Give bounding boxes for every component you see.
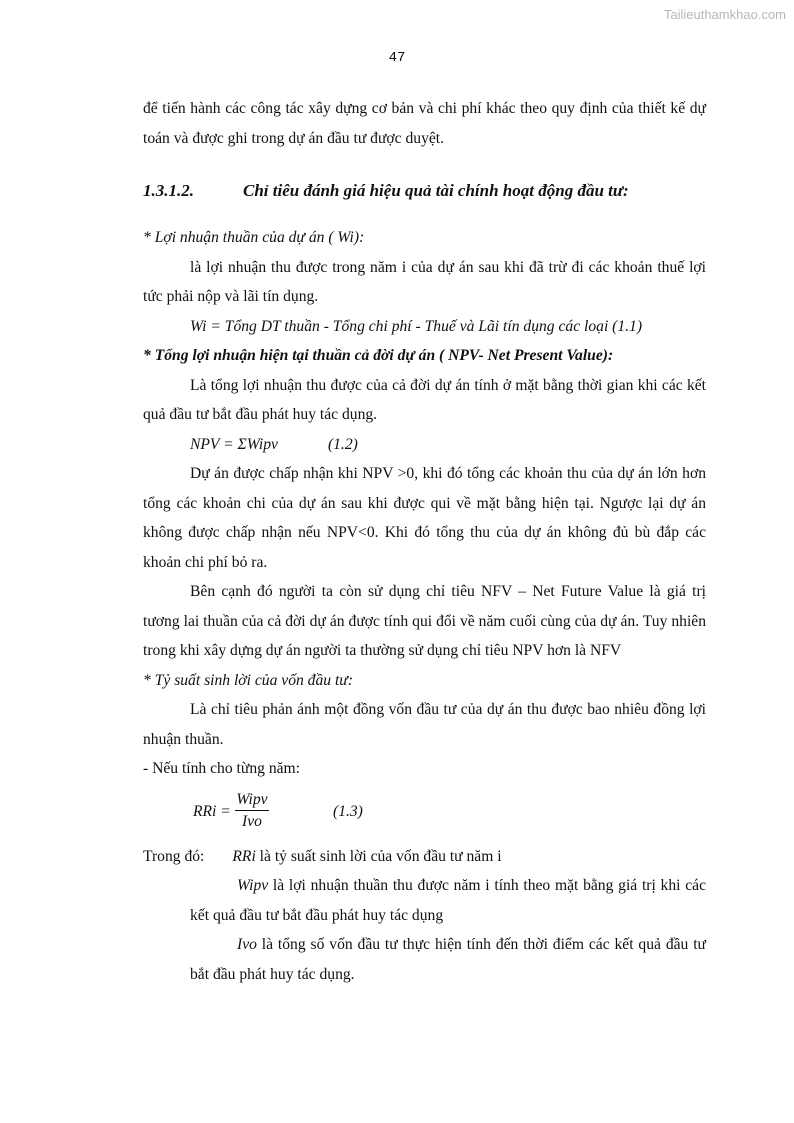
rr-numerator: Wipv [235, 790, 269, 811]
rr-formula-lhs: RRi = [193, 802, 231, 820]
npv-formula-number: (1.2) [327, 435, 358, 453]
document-body [143, 94, 706, 989]
term-ivo [143, 930, 706, 989]
npv-paragraph-1: Dự án được chấp nhận khi NPV >0, khi đó tổng các khoản thu của dự án lớn hơn tổng các khoản chi của dự án sau khi được qui về mặt bằng hiện tại. Ngược lại dự án không được chấp nhận nếu NPV<0. Khi đó tổng thu của dự án không đủ bù đắp các khoản chi phí bỏ ra. [143, 465, 706, 571]
npv-formula-row [143, 430, 706, 460]
term-wipv [143, 871, 706, 930]
wi-formula: Wi = Tổng DT thuần - Tổng chi phí - Thuế và Lãi tín dụng các loại (1.1) [190, 317, 643, 335]
rr-formula [143, 790, 706, 834]
term-symbol: Ivo [237, 936, 257, 953]
wi-definition: là lợi nhuận thu được trong năm i của dự án sau khi đã trừ đi các khoản thuế lợi tức phải nộp và lãi tín dụng. [143, 258, 706, 305]
section-number: 1.3.1.2. [143, 181, 194, 200]
rr-denominator: Ivo [242, 812, 262, 830]
npv-definition: Là tổng lợi nhuận thu được của cả đời dự án tính ở mặt bằng thời gian khi các kết quả đầu tư bắt đầu phát huy tác dụng. [143, 376, 706, 423]
section-title: Chỉ tiêu đánh giá hiệu quả tài chính hoạt động đầu tư: [243, 181, 629, 200]
npv-formula: NPV = ΣWipv [190, 435, 278, 453]
section-heading [143, 179, 706, 203]
term-text: là tổng số vốn đầu tư thực hiện tính đến thời điểm các kết quả đầu tư bắt đầu phát huy tác dụng. [190, 936, 706, 983]
npv-heading: * Tổng lợi nhuận hiện tại thuần cả đời dự án ( NPV- Net Present Value): [143, 347, 614, 364]
npv-paragraph-2: Bên cạnh đó người ta còn sử dụng chỉ tiêu NFV – Net Future Value là giá trị tương lai thuần của cả đời dự án được tính qui đổi về năm cuối cùng của dự án. Tuy nhiên trong khi xây dựng dự án người ta thường sử dụng chỉ tiêu NPV hơn là NFV [143, 583, 706, 659]
where-label: Trong đó: [143, 847, 205, 865]
where-block [143, 842, 706, 990]
term-symbol: Wipv [237, 877, 269, 894]
wi-heading: * Lợi nhuận thuần của dự án ( Wi): [143, 229, 365, 246]
term-text: là tỷ suất sinh lời của vốn đầu tư năm i [255, 847, 502, 865]
rr-fraction [235, 790, 269, 833]
page-number: 47 [388, 50, 406, 66]
rr-formula-number: (1.3) [333, 802, 363, 820]
rr-definition: Là chỉ tiêu phản ánh một đồng vốn đầu tư của dự án thu được bao nhiêu đồng lợi nhuận thuần. [143, 701, 706, 748]
term-rri [143, 842, 706, 872]
rr-case-label: - Nếu tính cho từng năm: [143, 760, 300, 777]
intro-paragraph: để tiến hành các công tác xây dựng cơ bản và chi phí khác theo quy định của thiết kế dự toán và được ghi trong dự án đầu tư được duyệt. [143, 100, 706, 147]
term-text: là lợi nhuận thuần thu được năm i tính theo mặt bằng giá trị khi các kết quả đầu tư bắt đầu phát huy tác dụng [190, 877, 706, 924]
term-symbol: RRi [232, 847, 256, 865]
rr-heading: * Tỷ suất sinh lời của vốn đầu tư: [143, 671, 354, 689]
watermark: Tailieuthamkhao.com [663, 7, 786, 22]
